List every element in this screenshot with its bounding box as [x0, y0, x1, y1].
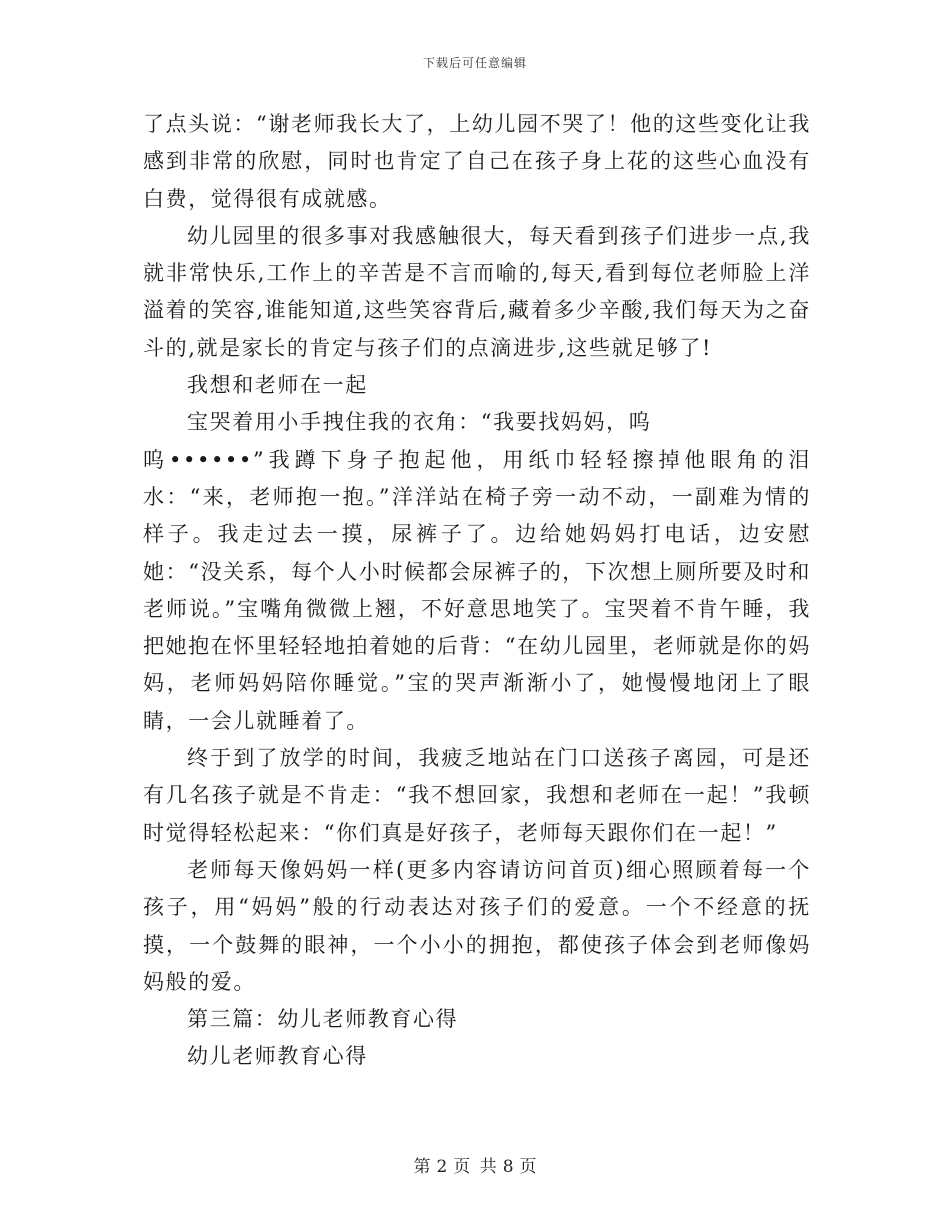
page-number: 2 [436, 1157, 448, 1177]
paragraph-4: 呜••••••”我蹲下身子抱起他，用纸巾轻轻擦掉他眼角的泪水：“来，老师抱一抱。”洋洋站在椅子旁一动不动，一副难为情的样子。我走过去一摸，尿裤子了。边给她妈妈打电话，边安慰她：“没关系，每个人小时候都会尿裤子的，下次想上厕所要及时和老师说。”宝嘴角微微上翘，不好意思地笑了。宝哭着不肯午睡，我把她抱在怀里轻轻地拍着她的后背：“在幼儿园里，老师就是你的妈妈，老师妈妈陪你睡觉。”宝的哭声渐渐小了，她慢慢地闭上了眼睛，一会儿就睡着了。 [143, 447, 811, 733]
footer-prefix: 第 [413, 1157, 431, 1177]
footer-suffix: 页 [519, 1157, 537, 1177]
page-header: 下载后可任意编辑 [422, 56, 527, 70]
paragraph-1: 了点头说：“谢老师我长大了，上幼儿园不哭了！他的这些变化让我感到非常的欣慰，同时也肯定了自己在孩子身上花的这些心血没有白费，觉得很有成就感。 [143, 112, 811, 211]
section-heading-3: 幼儿老师教育心得 [187, 1044, 368, 1069]
page-total: 8 [502, 1157, 514, 1177]
paragraph-2: 幼儿园里的很多事对我感触很大，每天看到孩子们进步一点,我就非常快乐,工作上的辛苦是不言而喻的,每天,看到每位老师脸上洋溢着的笑容,谁能知道,这些笑容背后,藏着多少辛酸,我们每天为之奋斗的,就是家长的肯定与孩子们的点滴进步,这些就足够了! [143, 223, 811, 360]
paragraph-6: 老师每天像妈妈一样(更多内容请访问首页)细心照顾着每一个孩子，用“妈妈”般的行动表达对孩子们的爱意。一个不经意的抚摸，一个鼓舞的眼神，一个小小的拥抱，都使孩子体会到老师像妈妈般的爱。 [143, 857, 811, 994]
page-footer [0, 1152, 950, 1177]
section-heading-2: 第三篇：幼儿老师教育心得 [187, 1007, 459, 1032]
paragraph-5: 终于到了放学的时间，我疲乏地站在门口送孩子离园，可是还有几名孩子就是不肯走：“我不想回家，我想和老师在一起！”我顿时觉得轻松起来：“你们真是好孩子，老师每天跟你们在一起！” [143, 746, 811, 845]
section-heading-1: 我想和老师在一起 [187, 373, 368, 398]
paragraph-3: 宝哭着用小手拽住我的衣角：“我要找妈妈，呜 [187, 410, 652, 435]
footer-middle: 页 共 [453, 1157, 497, 1177]
document-body [143, 106, 811, 1076]
